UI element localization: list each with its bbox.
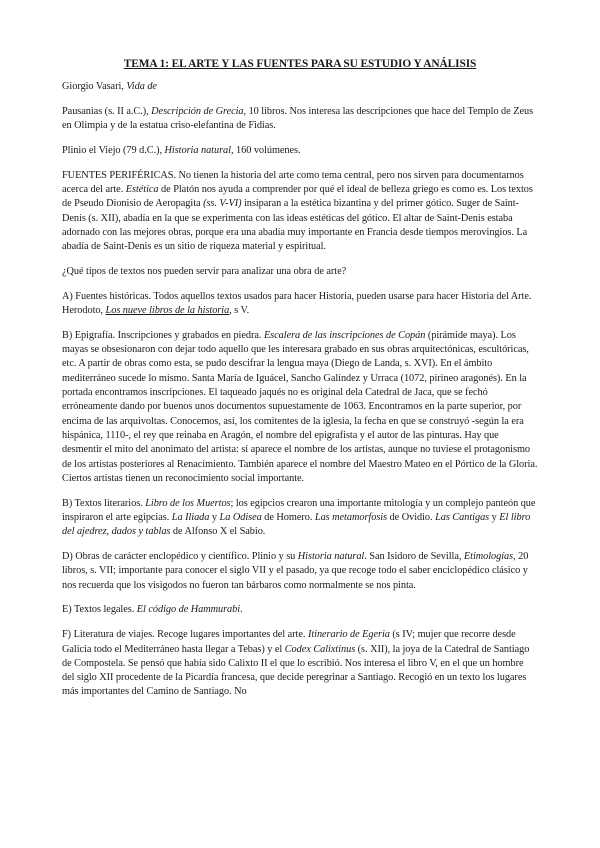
text-run: de Platón nos ayuda a comprender por qué el ideal de belleza griego es como es. Los textos de Pseudo Dionisio de Aeropagita [62,183,533,210]
text-run: B) Epigrafía. Inscripciones y grabados en piedra. [62,329,264,341]
paragraph-literatura-viajes [62,628,538,699]
italic-title: Vida de [126,81,157,92]
paragraph-textos-literarios [62,497,538,540]
text-run: ; los egipcios crearon una importante mitología y un complejo panteón que inspiraron el arte egipcias. [62,497,536,523]
paragraph-fuentes-perifericas [62,169,538,255]
text-run: (pirámide maya). Los mayas se obsesionaron con dejar todo aquello que les interesara grabado en sus obras arquitectónicas, escultóricas, etc. A partir de obras como esta, se pudo descifrar la lengua maya (Diego de Landa, s. XVI). En el ámbito mediterráneo sucede lo mismo. Santa María de Iguácel, Sancho Galíndez y Urraca (1072, pirineo aragonés). En la portada encontramos inscripciones. El taqueado jaqués no es original dela Catedral de Jaca, que se fechó erróneamente dando por buenos unos documentos supuestamente de 1063. Encontramos en la parte superior, por encima de las arquivoltas. Conocemos, así, los comitentes de la iglesia, la fecha en que se construyó -según la era hispánica, 1110-, el rey que reinaba en Aragón, el nombre del epigrafista y el autor de las pinturas. Hay que desmentir el mito del anonimato del artista: sí aparece el nombre de los artistas, aunque no tuviese el protagonismo de los artistas posteriores al Renacimiento. También aparece el nombre del Maestro Mateo en el Pórtico de la Gloria. Ciertos artistas tienen un reconocimiento social importante. [62,329,538,484]
italic-title: Las metamorfosis [314,511,388,523]
text-run: y [489,511,500,523]
italic-title: Codex Calixtinus [284,643,356,655]
text-run: , s V. [229,305,250,317]
italic-title: Escalera de las inscripciones de Copán [263,329,426,341]
paragraph-textos-legales [62,603,538,617]
page-title: TEMA 1: EL ARTE Y LAS FUENTES PARA SU ESTUDIO Y ANÁLISIS [123,58,477,70]
italic-title: La Iliada [171,511,210,523]
text-run: Pausanias (s. II a.C.), [62,105,152,117]
text-run: B) Textos literarios. [62,497,146,509]
text-run: de Homero. [261,511,315,523]
paragraph-vasari [62,80,538,94]
paragraph-enciclopedicas [62,550,538,593]
text-run: de Alfonso X el Sabio. [170,526,266,538]
text-run: (s. XII), la joya de la Catedral de Santiago de Compostela. Se pensó que había sido Calixto II el que lo escribió. Nos interesa el libro V, en el que un hombre del siglo XII procedente de la Picardía francesa, que decide peregrinar a Santiago. Recogió en un texto los lugares más importantes del Camino de Santiago. No [62,643,530,698]
italic-title: El código de Hammurabi [136,604,241,616]
italic-title: Libro de los Muertos [145,497,231,509]
text-run: , 10 libros. Nos interesa las descripciones que hace del Templo de Zeus en Olimpia y de la estatua criso-elefantina de Fidias. [62,105,534,132]
text-run: , 160 volúmenes. [230,144,301,156]
document-page [62,58,538,710]
italic-text: (ss. V-VI) [203,198,242,210]
text-run: FUENTES PERIFÉRICAS. No tienen la historia del arte como tema central, pero nos sirven para documentarnos acerca del arte. [62,169,524,195]
italic-title: Estética [125,183,159,195]
text-run: . [240,604,243,616]
italic-title: Itinerario de Egeria [307,629,390,641]
paragraph-plinio [62,144,538,158]
paragraph-fuentes-historicas [62,290,538,319]
text-run: D) Obras de carácter enclopédico y científico. Plinio y su [62,551,298,563]
italic-title: Los nueve libros de la historia [105,305,230,317]
italic-title: Las Cantigas [435,511,490,523]
text-run: y [209,511,220,523]
text-run: (s IV; mujer que recorre desde Galicia todo el Mediterráneo hasta llegar a Tebas) y el [62,629,516,655]
text-run: . San Isidoro de Sevilla, [364,551,464,563]
text-run: F) Literatura de viajes. Recoge lugares importantes del arte. [62,629,308,641]
text-run: Giorgio Vasari, [62,81,127,92]
paragraph-pausanias [62,105,538,134]
italic-title: El libro del ajedrez, dados y tablas [62,511,531,538]
text-run: , 20 libros, s. VII; importante para conocer el siglo VII y el pasado, ya que recoge todo el saber enciclopédico clásico y nos recuerda que los visigodos no fueron tan bárbaros como normalmente se nos pinta. [62,551,529,591]
italic-title: Descripción de Grecia [151,105,244,117]
text-run: Plinio el Viejo (79 d.C.), [62,144,165,156]
text-run: E) Textos legales. [62,604,137,616]
paragraph-question: ¿Qué tipos de textos nos pueden servir para analizar una obra de arte? [62,265,347,277]
text-run: A) Fuentes históricas. Todos aquellos textos usados para hacer Historia, pueden usarse para hacer Historia del Arte. Herodoto, [62,290,532,317]
paragraph-epigrafia [62,329,538,486]
italic-title: Etimologías [463,551,514,563]
text-run: de Ovidio. [387,511,436,523]
italic-title: Historia natural [297,551,365,563]
italic-title: Historia natural [164,144,231,156]
text-run: insiparan a la estética bizantina y del primer gótico. Suger de Saint-Denis (s. XII), abadía en la que se experimenta con las ideas estéticas del gótico. El altar de Saint-Denis estaba adornado con las mejores obras, porque era una abadía muy importante en Francia desde tiempos merovingios. La abadía de Saint-Denis es un sitio de riqueza material y espiritual. [62,198,528,253]
italic-title: La Odisea [219,511,262,523]
